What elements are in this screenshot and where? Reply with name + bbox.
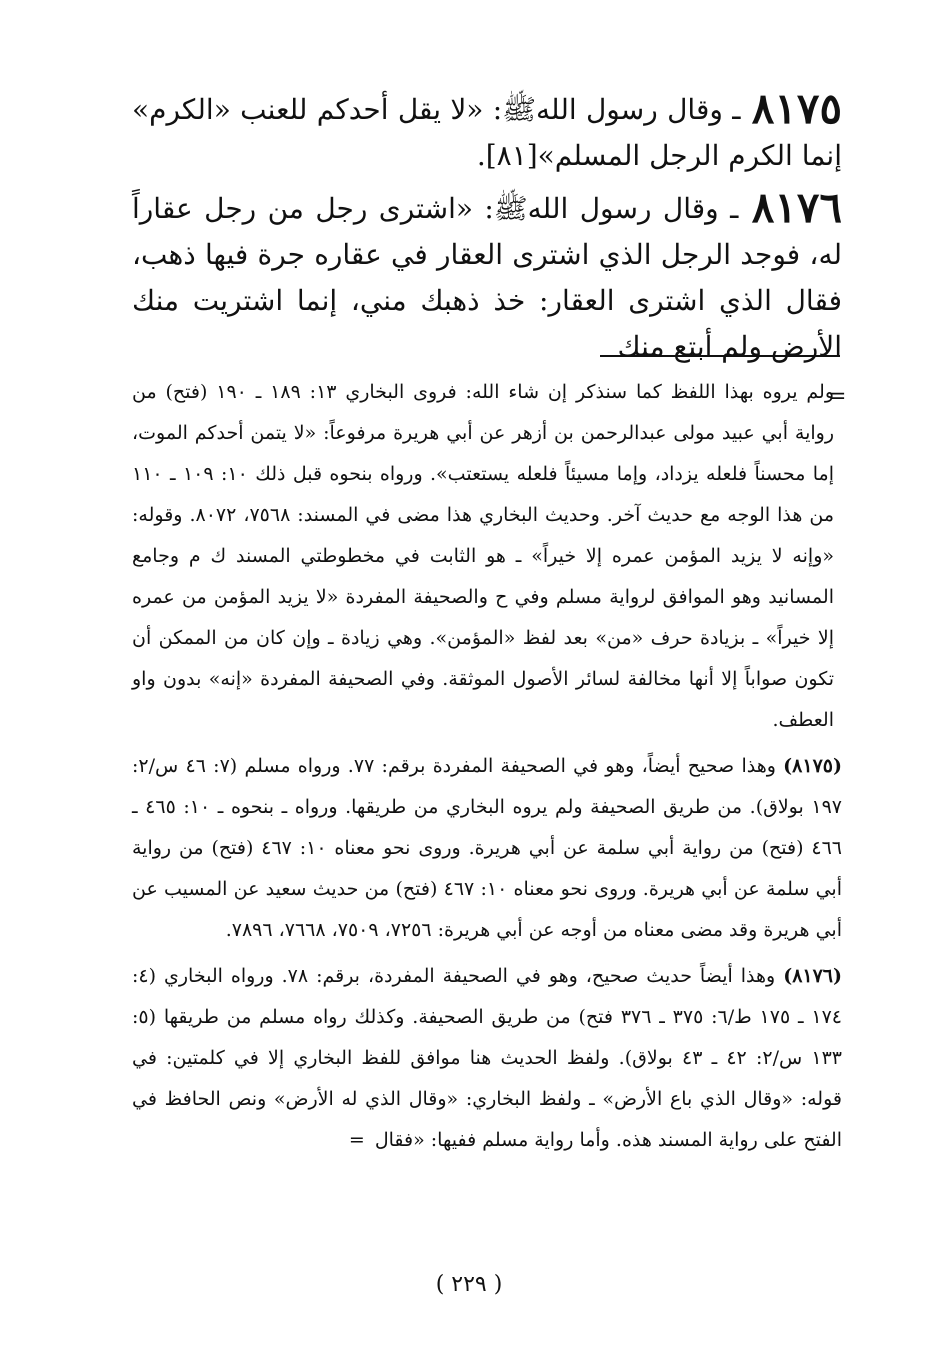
hadith-number: ٨١٧٥: [751, 84, 842, 133]
main-text: [132, 86, 842, 376]
footnote-ref: (٨١٧٦): [783, 965, 843, 987]
hadith-8176: [132, 185, 842, 370]
footnote-continuation-mark: =: [348, 1129, 365, 1151]
footnote-8175: [132, 746, 842, 951]
continuation-mark: =: [828, 384, 847, 409]
footnote-separator-rule: [600, 355, 840, 357]
hadith-text: ـ وقال رسول اللهﷺ: «اشترى رجل من رجل عقاراً له، فوجد الرجل الذي اشترى العقار في عقاره جرة فيها ذهب، فقال الذي اشترى العقار: خذ ذهبك مني، إنما اشتريت منك الأرض ولم أبتع منك: [132, 192, 842, 363]
hadith-8175: [132, 86, 842, 179]
footnote-ref: (٨١٧٥): [783, 755, 842, 777]
footnote-8176: [132, 956, 842, 1161]
footnote-continued: ولم يروه بهذا اللفظ كما سنذكر إن شاء الله: فروى البخاري ١٣: ١٨٩ ـ ١٩٠ (فتح) من رواية أبي عبيد مولى عبدالرحمن بن أزهر عن أبي هريرة مرفوعاً: «لا يتمن أحدكم الموت، إما محسناً فلعله يزداد، وإما مسيئاً فلعله يستعتب». ورواه بنحوه قبل ذلك ١٠: ١٠٩ ـ ١١٠ من هذا الوجه مع حديث آخر. وحديث البخاري هذا مضى في المسند: ٧٥٦٨، ٨٠٧٢. وقوله: «وإنه لا يزيد المؤمن عمره إلا خيراً» ـ هو الثابت في مخطوطتي المسند ك م وجامع المسانيد وهو الموافق لرواية مسلم وفي ح والصحيفة المفردة «لا يزيد المؤمن من عمره إلا خيراً» ـ بزيادة حرف «من» بعد لفظ «المؤمن». وهي زيادة ـ وإن كان من الممكن أن تكون صواباً إلا أنها مخالفة لسائر الأصول الموثقة. وفي الصحيفة المفردة «إنه» بدون واو العطف.: [132, 381, 835, 731]
hadith-text: ـ وقال رسول اللهﷺ: «لا يقل أحدكم للعنب «الكرم» إنما الكرم الرجل المسلم»[٨١].: [132, 93, 842, 172]
footnote-text: وهذا أيضاً حديث صحيح، وهو في الصحيفة المفردة، برقم: ٧٨. ورواه البخاري (٤: ١٧٤ ـ ١٧٥ ط/٦: ٣٧٥ ـ ٣٧٦ فتح) من طريق الصحيفة. وكذلك رواه مسلم من طريقها (٥: ١٣٣ س/٢: ٤٢ ـ ٤٣ بولاق). ولفظ الحديث هنا موافق للفظ البخاري إلا في كلمتين: في قوله: «وقال الذي باع الأرض» ـ ولفظ البخاري: «وقال الذي له الأرض» ونص الحافظ في الفتح على رواية المسند هذه. وأما رواية مسلم ففيها: «فقال: [132, 965, 843, 1151]
footnotes: [132, 372, 842, 1166]
footnote-text: وهذا صحيح أيضاً، وهو في الصحيفة المفردة برقم: ٧٧. ورواه مسلم (٧: ٤٦ س/٢: ١٩٧ بولاق). من طريق الصحيفة ولم يروه البخاري من طريقها. ورواه ـ بنحوه ـ ١٠: ٤٦٥ ـ ٤٦٦ (فتح) من رواية أبي سلمة عن أبي هريرة. وروى نحو معناه ١٠: ٤٦٧ (فتح) من رواية أبي سلمة عن أبي هريرة. وروى نحو معناه ١٠: ٤٦٧ (فتح) من حديث سعيد عن المسيب عن أبي هريرة وقد مضى معناه من أوجه عن أبي هريرة: ٧٢٥٦، ٧٥٠٩، ٧٦٦٨، ٧٨٩٦.: [132, 755, 842, 941]
hadith-number: ٨١٧٦: [751, 183, 842, 232]
page-number: ( ٢٢٩ ): [435, 1272, 503, 1297]
